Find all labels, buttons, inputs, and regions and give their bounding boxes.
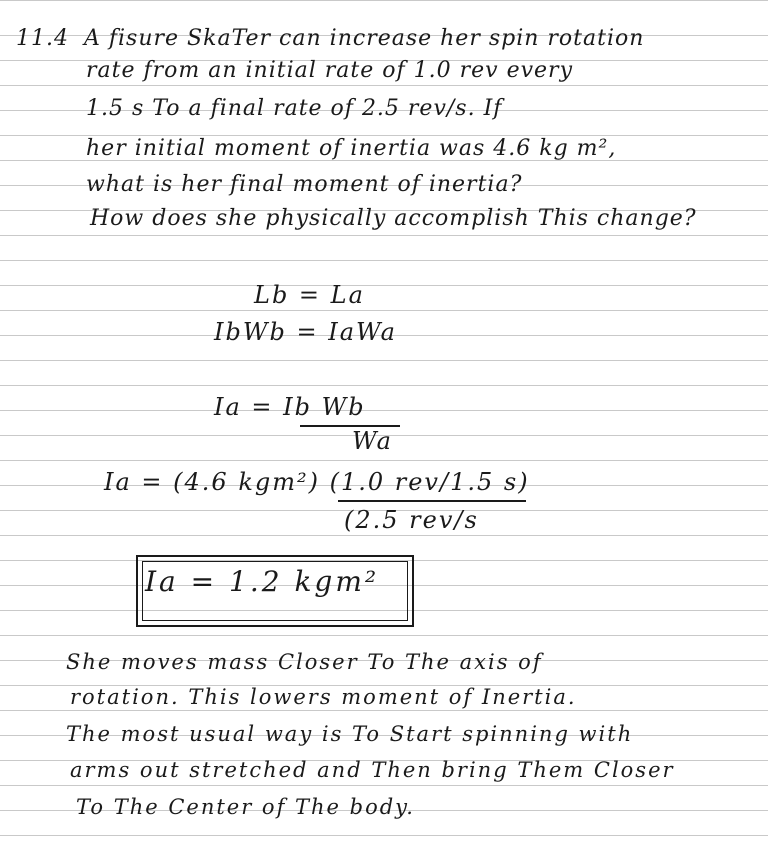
explanation-line-5: To The Center of The body. bbox=[76, 795, 415, 819]
problem-line-2: rate from an initial rate of 1.0 rev every bbox=[86, 58, 574, 83]
fraction-denominator-wa: Wa bbox=[352, 427, 393, 455]
explanation-line-2: rotation. This lowers moment of Inertia. bbox=[70, 685, 577, 709]
equation-angular-momentum: Lb = La bbox=[254, 281, 365, 309]
equation-inertia-omega: IbWb = IaWa bbox=[214, 318, 397, 346]
explanation-line-4: arms out stretched and Then bring Them Closer bbox=[70, 758, 675, 782]
explanation-line-3: The most usual way is To Start spinning with bbox=[66, 722, 634, 746]
problem-line-6: How does she physically accomplish This change? bbox=[90, 206, 697, 231]
problem-line-4: her initial moment of inertia was 4.6 kg m², bbox=[86, 136, 617, 161]
equation-substitution: Ia = (4.6 kgm²) (1.0 rev/1.5 s) bbox=[104, 468, 530, 496]
equation-solve-ia: Ia = Ib Wb bbox=[214, 393, 366, 421]
problem-line-1: A fisure SkaTer can increase her spin rotation bbox=[84, 26, 645, 51]
final-answer: Ia = 1.2 kgm² bbox=[145, 565, 380, 598]
explanation-line-1: She moves mass Closer To The axis of bbox=[66, 650, 543, 674]
fraction-denominator-rate: (2.5 rev/s bbox=[344, 506, 479, 534]
problem-line-5: what is her final moment of inertia? bbox=[86, 172, 523, 197]
problem-line-3: 1.5 s To a final rate of 2.5 rev/s. If bbox=[86, 96, 503, 121]
problem-number: 11.4 bbox=[16, 26, 69, 51]
fraction-bar-2 bbox=[338, 500, 526, 502]
